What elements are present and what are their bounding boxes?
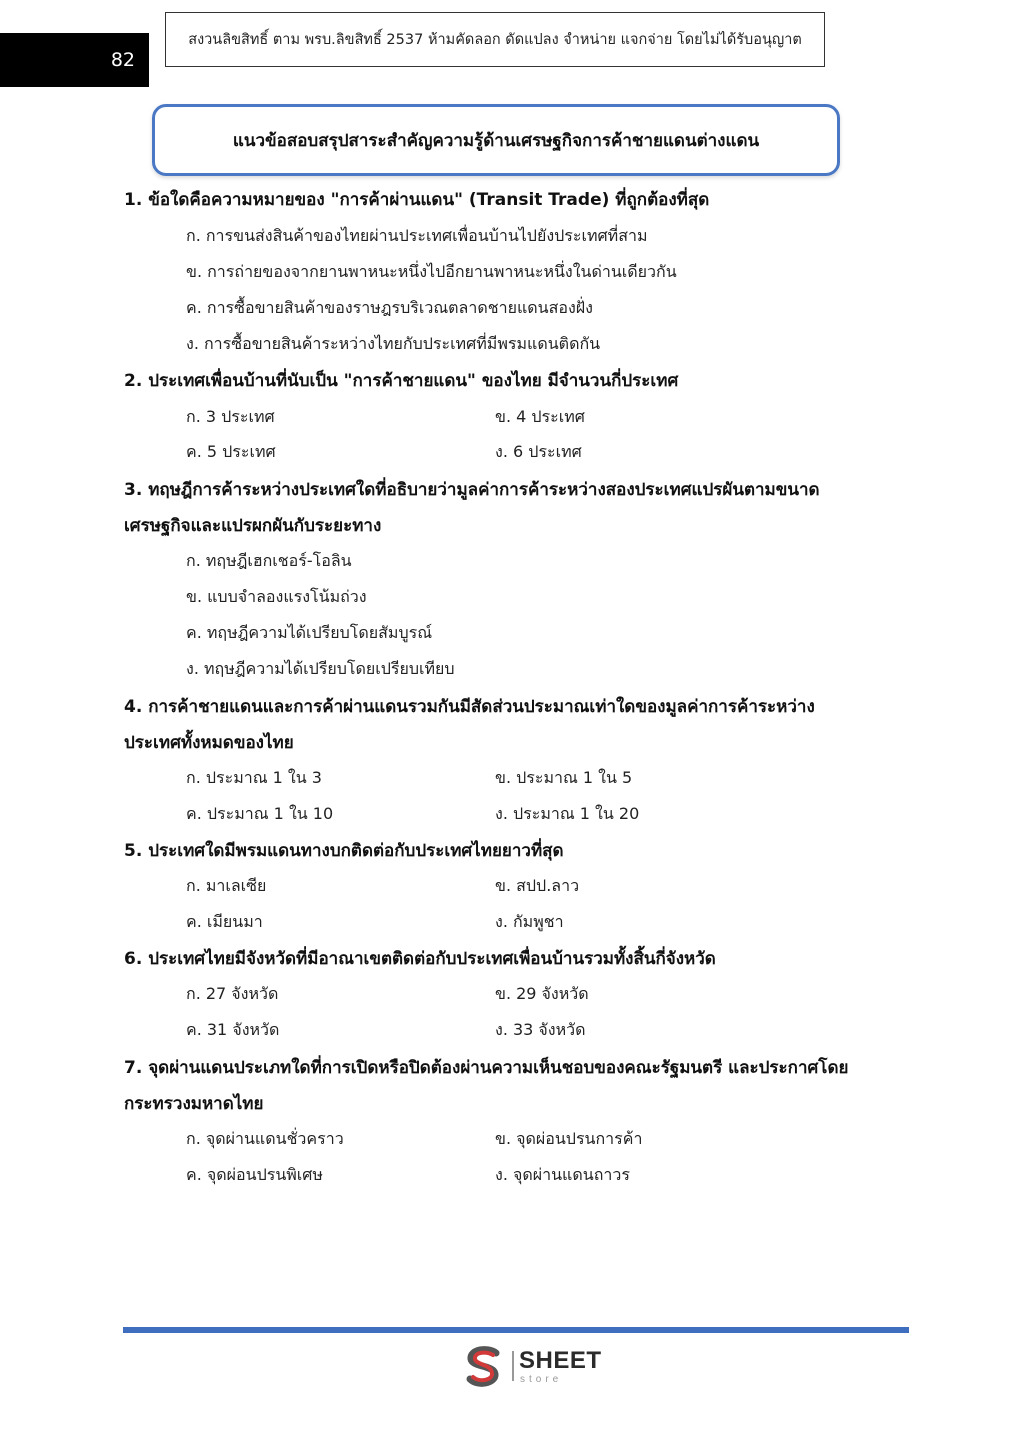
question-2-option-b: ข. 4 ประเทศ — [495, 407, 585, 426]
question-3-text-cont: เศรษฐกิจและแปรผกผันกับระยะทาง — [124, 516, 382, 536]
question-7-option-d: ง. จุดผ่านแดนถาวร — [495, 1165, 630, 1184]
footer-divider — [123, 1327, 909, 1333]
question-2-text: 2. ประเทศเพื่อนบ้านที่นับเป็น "การค้าชายแดน" ของไทย มีจำนวนกี่ประเทศ — [124, 371, 679, 391]
question-4-text: 4. การค้าชายแดนและการค้าผ่านแดนรวมกันมีสัดส่วนประมาณเท่าใดของมูลค่าการค้าระหว่าง — [124, 697, 815, 717]
question-1-text: 1. ข้อใดคือความหมายของ "การค้าผ่านแดน" (Transit Trade) ที่ถูกต้องที่สุด — [124, 190, 710, 210]
question-7-option-a: ก. จุดผ่านแดนชั่วคราว — [186, 1129, 344, 1148]
question-3-option-d: ง. ทฤษฎีความได้เปรียบโดยเปรียบเทียบ — [186, 659, 455, 678]
sheet-store-logo — [462, 1345, 612, 1389]
copyright-notice: สงวนลิขสิทธิ์ ตาม พรบ.ลิขสิทธิ์ 2537 ห้ามคัดลอก ดัดแปลง จำหน่าย แจกจ่าย โดยไม่ได้รับอนุญาต — [165, 12, 825, 67]
question-1-option-c: ค. การซื้อขายสินค้าของราษฎรบริเวณตลาดชายแดนสองฝั่ง — [186, 298, 593, 317]
question-7-option-b: ข. จุดผ่อนปรนการค้า — [495, 1129, 643, 1148]
question-4-option-a: ก. ประมาณ 1 ใน 3 — [186, 768, 322, 787]
question-3-text: 3. ทฤษฎีการค้าระหว่างประเทศใดที่อธิบายว่ามูลค่าการค้าระหว่างสองประเทศแปรผันตามขนาด — [124, 480, 820, 500]
question-5-option-a: ก. มาเลเซีย — [186, 876, 267, 895]
question-4-option-b: ข. ประมาณ 1 ใน 5 — [495, 768, 633, 787]
logo-divider — [512, 1351, 514, 1381]
question-2-option-d: ง. 6 ประเทศ — [495, 442, 582, 461]
question-4-option-d: ง. ประมาณ 1 ใน 20 — [495, 804, 640, 823]
question-1-option-a: ก. การขนส่งสินค้าของไทยผ่านประเทศเพื่อนบ้านไปยังประเทศที่สาม — [186, 226, 648, 245]
question-5-option-d: ง. กัมพูชา — [495, 912, 564, 931]
question-2-option-c: ค. 5 ประเทศ — [186, 442, 276, 461]
question-4-option-c: ค. ประมาณ 1 ใน 10 — [186, 804, 334, 823]
question-6-text: 6. ประเทศไทยมีจังหวัดที่มีอาณาเขตติดต่อกับประเทศเพื่อนบ้านรวมทั้งสิ้นกี่จังหวัด — [124, 949, 716, 969]
question-3-option-b: ข. แบบจำลองแรงโน้มถ่วง — [186, 587, 367, 606]
question-7-text-cont: กระทรวงมหาดไทย — [124, 1094, 264, 1114]
question-7-option-c: ค. จุดผ่อนปรนพิเศษ — [186, 1165, 323, 1184]
sheet-store-logo-icon — [462, 1345, 506, 1389]
question-1-option-b: ข. การถ่ายของจากยานพาหนะหนึ่งไปอีกยานพาหนะหนึ่งในด่านเดียวกัน — [186, 262, 677, 281]
question-6-option-c: ค. 31 จังหวัด — [186, 1020, 280, 1039]
question-4-text-cont: ประเทศทั้งหมดของไทย — [124, 733, 294, 753]
question-5-text: 5. ประเทศใดมีพรมแดนทางบกติดต่อกับประเทศไทยยาวที่สุด — [124, 841, 564, 861]
section-title: แนวข้อสอบสรุปสาระสำคัญความรู้ด้านเศรษฐกิจการค้าชายแดนต่างแดน — [152, 104, 840, 176]
question-6-option-d: ง. 33 จังหวัด — [495, 1020, 586, 1039]
question-7-text: 7. จุดผ่านแดนประเภทใดที่การเปิดหรือปิดต้องผ่านความเห็นชอบของคณะรัฐมนตรี และประกาศโดย — [124, 1058, 849, 1078]
question-3-option-c: ค. ทฤษฎีความได้เปรียบโดยสัมบูรณ์ — [186, 623, 433, 642]
logo-subtext: store — [520, 1374, 563, 1385]
question-3-option-a: ก. ทฤษฎีเฮกเชอร์-โอลิน — [186, 551, 352, 570]
question-1-option-d: ง. การซื้อขายสินค้าระหว่างไทยกับประเทศที่มีพรมแดนติดกัน — [186, 334, 601, 353]
page-number: 82 — [0, 33, 149, 87]
question-5-option-b: ข. สปป.ลาว — [495, 876, 580, 895]
question-2-option-a: ก. 3 ประเทศ — [186, 407, 275, 426]
question-6-option-a: ก. 27 จังหวัด — [186, 984, 279, 1003]
question-5-option-c: ค. เมียนมา — [186, 912, 263, 931]
question-6-option-b: ข. 29 จังหวัด — [495, 984, 589, 1003]
logo-wordmark: SHEET — [519, 1347, 602, 1374]
